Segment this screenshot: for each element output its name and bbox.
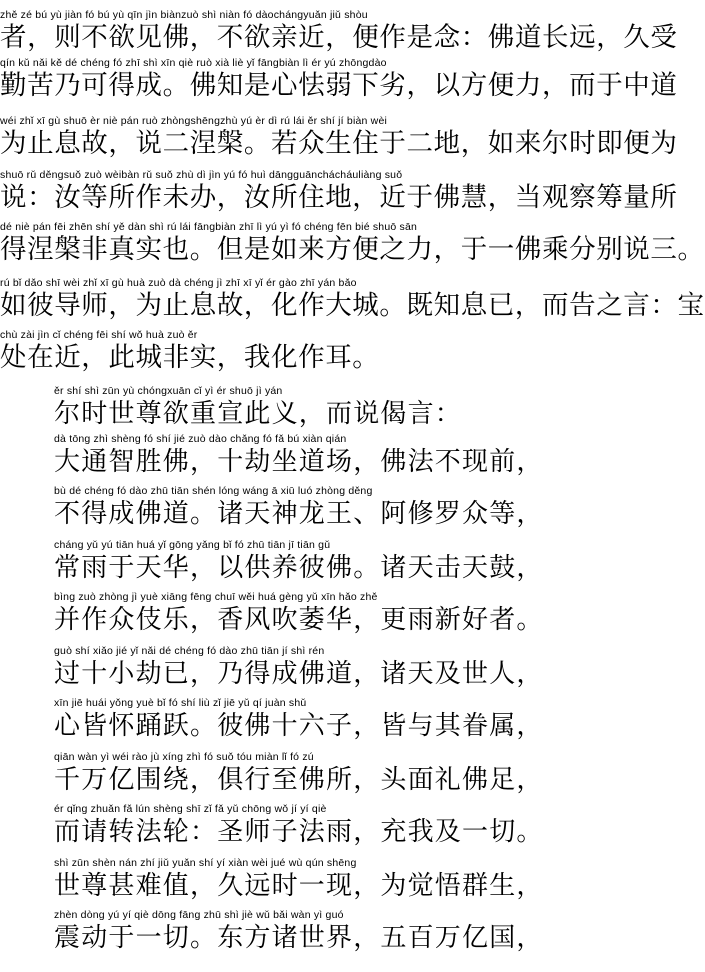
verse-line-6 (0, 696, 630, 742)
pinyin-row: rú bǐ dǎo shī wèi zhǐ xī gù huà zuò dà chéng jì zhī xī yǐ ér gào zhī yán bǎo (0, 277, 357, 289)
hanzi-row: 震动于一切。东方诸世界，五百万亿国， (54, 923, 544, 953)
pinyin-row: bìng zuò zhòng jì yuè xiāng fēng chuī wěi huá gèng yǔ xīn hǎo zhě (54, 591, 378, 603)
prose-line-6 (0, 276, 705, 322)
verse-line-4 (0, 590, 630, 636)
hanzi-row: 千万亿围绕，俱行至佛所，头面礼佛足， (54, 765, 544, 795)
prose-line-1 (0, 8, 678, 54)
hanzi-row: 不得成佛道。诸天神龙王、阿修罗众等， (54, 499, 544, 529)
verse-line-10 (0, 908, 630, 954)
verse-line-7 (0, 750, 630, 796)
hanzi-row: 勤苦乃可得成。佛知是心怯弱下劣，以方便力，而于中道 (0, 70, 678, 101)
hanzi-row: 过十小劫已，乃得成佛道，诸天及世人， (54, 659, 544, 689)
prose-line-7 (0, 328, 630, 374)
pinyin-row: cháng yǔ yú tiān huá yǐ gōng yǎng bǐ fó zhū tiān jī tiān gǔ (54, 539, 331, 551)
hanzi-row: 而请转法轮：圣师子法雨，充我及一切。 (54, 817, 544, 847)
pinyin-row: ěr shí shì zūn yù chóngxuān cǐ yì ér shuō jì yán (54, 385, 283, 397)
verse-line-2 (0, 484, 630, 530)
verse-line-3 (0, 538, 630, 584)
hanzi-row: 世尊甚难值，久远时一现，为觉悟群生， (54, 871, 544, 901)
pinyin-row: chù zài jìn cǐ chéng fēi shí wǒ huà zuò ěr (0, 329, 198, 341)
hanzi-row: 得涅槃非真实也。但是如来方便之力，于一佛乘分别说三。 (0, 234, 705, 265)
hanzi-row: 为止息故，说二涅槃。若众生住于二地，如来尔时即便为 (0, 128, 678, 159)
hanzi-row: 说：汝等所作未办，汝所住地，近于佛慧，当观察筹量所 (0, 182, 678, 213)
hanzi-row: 尔时世尊欲重宣此义，而说偈言： (54, 399, 463, 429)
pinyin-row: shuō rǔ děngsuǒ zuò wèibàn rǔ suǒ zhù dì jìn yú fó huì dāngguānchácháuliàng suǒ (0, 169, 403, 181)
prose-line-3 (0, 114, 678, 160)
verse-line-8 (0, 802, 630, 848)
prose-line-5 (0, 220, 705, 266)
pinyin-row: guò shí xiǎo jié yǐ nǎi dé chéng fó dào zhū tiān jí shì rén (54, 645, 325, 657)
hanzi-row: 常雨于天华，以供养彼佛。诸天击天鼓， (54, 553, 544, 583)
prose-line-2 (0, 56, 678, 102)
prose-line-4 (0, 168, 678, 214)
pinyin-row: xīn jiē huái yǒng yuè bǐ fó shí liù zǐ jiē yǔ qí juàn shǔ (54, 697, 307, 709)
pinyin-row: dà tōng zhì shèng fó shí jié zuò dào chǎng fó fǎ bú xiàn qián (54, 433, 347, 445)
pinyin-row: ér qǐng zhuǎn fǎ lún shèng shī zǐ fǎ yǔ chōng wǒ jí yí qiè (54, 803, 327, 815)
pinyin-row: shì zūn shèn nán zhí jiǔ yuǎn shí yí xiàn wèi jué wù qún shēng (54, 857, 357, 869)
pinyin-row: qín kǔ nǎi kě dé chéng fó zhī shì xīn qiè ruò xià liè yǐ fāngbiàn lì ér yú zhōngdào (0, 57, 387, 69)
pinyin-row: dé niè pán fēi zhēn shí yě dàn shì rú lái fāngbiàn zhī lì yú yì fó chéng fēn bié shuō sān (0, 221, 418, 233)
hanzi-row: 并作众伎乐，香风吹萎华，更雨新好者。 (54, 605, 544, 635)
verse-line-5 (0, 644, 630, 690)
pinyin-row: qiān wàn yì wéi rào jù xíng zhì fó suǒ tóu miàn lǐ fó zú (54, 751, 314, 763)
hanzi-row: 者，则不欲见佛，不欲亲近，便作是念：佛道长远，久受 (0, 22, 678, 53)
pinyin-row: bù dé chéng fó dào zhū tiān shén lóng wáng ā xiū luó zhòng děng (54, 485, 373, 497)
hanzi-row: 如彼导师，为止息故，化作大城。既知息已，而告之言：宝 (0, 290, 705, 321)
verse-intro-line (0, 384, 630, 430)
pinyin-row: zhě zé bú yù jiàn fó bú yù qīn jìn biànzuò shì niàn fó dàochángyuǎn jiǔ shòu (0, 9, 368, 21)
pinyin-row: wéi zhǐ xī gù shuō èr niè pán ruò zhòngshēngzhù yú èr dì rú lái ěr shí jí biàn wèi (0, 115, 388, 127)
verse-line-9 (0, 856, 630, 902)
hanzi-row: 处在近，此城非实，我化作耳。 (0, 342, 380, 373)
pinyin-row: zhèn dòng yú yí qiè dōng fāng zhū shì jiè wǔ bǎi wàn yì guó (54, 909, 344, 921)
hanzi-row: 大通智胜佛，十劫坐道场，佛法不现前， (54, 447, 544, 477)
verse-line-1 (0, 432, 630, 478)
hanzi-row: 心皆怀踊跃。彼佛十六子，皆与其眷属， (54, 711, 544, 741)
